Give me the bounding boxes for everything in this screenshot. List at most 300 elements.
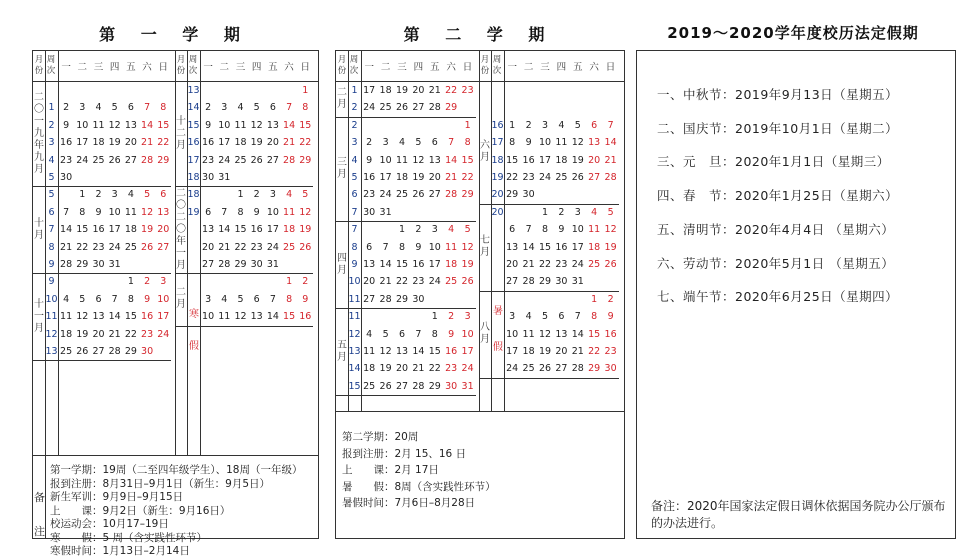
calendar-day: 10	[218, 119, 231, 131]
calendar-day: 1	[302, 85, 309, 96]
calendar-day: 13	[92, 311, 105, 323]
weekday-label: 二	[219, 62, 230, 73]
calendar-day: 7	[525, 224, 532, 236]
weekday-label: 四	[556, 62, 567, 73]
week-number: 2	[351, 102, 358, 114]
holiday-item: 六、劳动节：2020年5月1日 （星期五）	[657, 255, 895, 271]
calendar-day: 17	[428, 259, 441, 270]
calendar-day: 18	[588, 241, 601, 253]
calendar-day: 2	[205, 102, 212, 114]
calendar-day: 13	[266, 119, 279, 131]
calendar-day: 27	[412, 102, 425, 114]
calendar-day: 22	[445, 85, 458, 96]
calendar-day: 28	[604, 172, 617, 183]
calendar-day: 11	[92, 119, 105, 131]
calendar-day: 31	[571, 276, 584, 288]
calendar-day: 4	[366, 328, 373, 340]
calendar-day: 23	[202, 154, 215, 166]
calendar-day: 24	[363, 102, 376, 114]
calendar-day: 7	[448, 137, 455, 149]
calendar-day: 8	[79, 206, 86, 218]
calendar-day: 9	[525, 137, 532, 149]
calendar-day: 8	[591, 311, 598, 323]
calendar-day: 3	[269, 189, 276, 201]
calendar-day: 21	[571, 346, 584, 357]
calendar-day: 25	[555, 172, 568, 183]
weekday-label: 四	[413, 62, 424, 73]
calendar-day: 8	[464, 137, 471, 149]
calendar-day: 30	[445, 380, 458, 392]
calendar-day: 24	[461, 363, 474, 375]
calendar-day: 3	[205, 293, 212, 305]
weekday-label: 六	[446, 62, 456, 73]
calendar-day: 9	[205, 119, 212, 131]
weekday-label: 六	[284, 62, 294, 73]
calendar-day: 26	[395, 102, 409, 114]
calendar-day: 3	[541, 119, 549, 131]
calendar-day: 6	[127, 102, 134, 114]
calendar-day: 28	[412, 380, 425, 392]
calendar-day: 14	[60, 224, 73, 236]
calendar-day: 18	[124, 224, 137, 236]
week-number: 18	[187, 172, 200, 183]
calendar-day: 6	[95, 293, 102, 305]
calendar-day: 10	[157, 293, 170, 305]
calendar-day: 5	[302, 189, 309, 201]
calendar-day: 7	[286, 102, 293, 114]
week-number: 3	[351, 137, 358, 149]
weekday-label: 五	[126, 62, 136, 73]
calendar-day: 15	[157, 119, 170, 131]
calendar-day: 21	[108, 328, 121, 340]
calendar-day: 15	[283, 311, 296, 323]
calendar-day: 28	[108, 346, 121, 357]
calendar-day: 6	[558, 311, 565, 323]
calendar-day: 2	[302, 276, 309, 288]
calendar-day: 5	[415, 137, 422, 149]
holiday-item: 三、元 旦：2020年1月1日（星期三）	[657, 154, 890, 170]
calendar-day: 21	[283, 137, 296, 149]
calendar-day: 29	[299, 154, 312, 166]
calendar-day: 18	[283, 224, 296, 236]
calendar-day: 11	[522, 328, 535, 340]
notes-label: 备 注	[34, 491, 45, 538]
calendar-day: 1	[127, 276, 134, 288]
calendar-day: 7	[607, 119, 614, 131]
calendar-day: 7	[221, 206, 228, 218]
calendar-day: 24	[571, 259, 584, 270]
statutory-holidays-panel	[636, 50, 956, 539]
calendar-day: 15	[124, 311, 137, 323]
calendar-day: 11	[234, 119, 247, 131]
calendar-day: 3	[382, 137, 389, 149]
calendar-day: 9	[144, 293, 151, 305]
month-label: 二 月	[337, 87, 347, 111]
summer-vacation-label: 暑 假	[493, 306, 503, 353]
calendar-day: 15	[428, 346, 441, 357]
calendar-day: 6	[205, 206, 212, 218]
calendar-day: 9	[558, 224, 565, 236]
calendar-day: 15	[395, 259, 409, 270]
calendar-day: 18	[522, 346, 535, 357]
calendar-day: 22	[395, 276, 409, 288]
calendar-day: 26	[379, 380, 392, 392]
calendar-day: 2	[144, 276, 151, 288]
calendar-day: 22	[124, 328, 137, 340]
month-label: 二 〇 一 九 年 九 月	[34, 92, 44, 176]
calendar-day: 17	[108, 224, 121, 236]
holidays-title: 2019～2020学年度校历法定假期	[667, 24, 919, 42]
calendar-day: 23	[250, 241, 263, 253]
calendar-day: 25	[283, 241, 296, 253]
calendar-day: 12	[299, 206, 312, 218]
calendar-day: 9	[95, 206, 102, 218]
calendar-day: 14	[266, 311, 279, 323]
calendar-day: 2	[558, 206, 565, 218]
calendar-day: 28	[141, 154, 154, 166]
calendar-day: 8	[286, 293, 293, 305]
calendar-day: 2	[95, 189, 102, 201]
calendar-day: 27	[555, 363, 568, 375]
calendar-day: 2	[366, 137, 373, 149]
week-number: 2	[48, 119, 55, 131]
calendar-day: 18	[60, 328, 73, 340]
calendar-day: 16	[412, 259, 425, 270]
calendar-day: 14	[141, 119, 154, 131]
calendar-day: 9	[302, 293, 309, 305]
winter-vacation-label: 寒 假	[189, 309, 199, 352]
week-number: 6	[48, 206, 55, 218]
week-number: 18	[187, 189, 200, 201]
month-label: 四 月	[337, 252, 347, 276]
month-label: 二 月	[176, 287, 186, 311]
month-label: 六 月	[480, 139, 490, 163]
calendar-day: 20	[555, 346, 568, 357]
calendar-day: 4	[448, 224, 455, 236]
calendar-day: 21	[604, 154, 617, 166]
calendar-day: 9	[448, 328, 455, 340]
calendar-day: 30	[60, 172, 73, 183]
calendar-day: 26	[412, 189, 425, 201]
calendar-day: 20	[588, 154, 601, 166]
calendar-day: 12	[412, 154, 425, 166]
calendar-day: 10	[506, 328, 519, 340]
calendar-day: 8	[509, 137, 516, 149]
holidays-note: 备注：2020年国家法定假日调休依据国务院办公厅颁布的办法进行。	[651, 499, 946, 530]
week-number: 20	[491, 206, 504, 218]
calendar-day: 18	[445, 259, 458, 270]
calendar-day: 26	[76, 346, 89, 357]
calendar-day: 30	[141, 346, 154, 357]
week-number: 3	[48, 137, 55, 149]
calendar-day: 25	[60, 346, 73, 357]
calendar-day: 12	[571, 137, 584, 149]
calendar-day: 14	[604, 137, 617, 149]
calendar-day: 27	[588, 172, 601, 183]
week-number: 1	[351, 85, 358, 96]
second-semester-notes: 第二学期：20周 报到注册：2月 15、16 日 上 课：2月 17日 暑 假：8周（含实践性环节） 暑假时间：7月6日–8月28日	[342, 431, 496, 509]
calendar-day: 26	[299, 241, 312, 253]
calendar-day: 26	[108, 154, 121, 166]
weekday-header	[58, 51, 171, 81]
calendar-day: 22	[461, 172, 474, 183]
calendar-day: 1	[509, 119, 516, 131]
calendar-day: 16	[60, 137, 73, 149]
calendar-day: 17	[363, 85, 376, 96]
weekday-label: 一	[507, 62, 517, 73]
calendar-day: 27	[202, 259, 215, 270]
holiday-item: 四、春 节：2020年1月25日（星期六）	[657, 188, 899, 204]
holiday-item: 二、国庆节：2019年10月1日（星期二）	[657, 120, 899, 136]
weekday-label: 六	[589, 62, 599, 73]
month-label: 十 月	[34, 217, 44, 241]
calendar-day: 23	[461, 85, 474, 96]
calendar-day: 28	[60, 259, 73, 270]
calendar-day: 8	[127, 293, 134, 305]
calendar-day: 13	[395, 346, 409, 357]
calendar-day: 4	[286, 189, 293, 201]
calendar-day: 17	[571, 241, 584, 253]
calendar-day: 22	[506, 172, 519, 183]
calendar-day: 9	[253, 206, 260, 218]
calendar-day: 8	[398, 241, 406, 253]
calendar-day: 3	[221, 102, 228, 114]
calendar-day: 16	[92, 224, 105, 236]
calendar-day: 24	[379, 189, 392, 201]
weekday-header	[504, 51, 619, 81]
calendar-day: 12	[141, 206, 154, 218]
week-number: 19	[187, 206, 200, 218]
calendar-day: 11	[588, 224, 601, 236]
week-number: 16	[491, 119, 504, 131]
week-number: 5	[48, 189, 55, 201]
calendar-day: 20	[395, 363, 409, 375]
calendar-day: 15	[461, 154, 474, 166]
month-label: 五 月	[337, 339, 347, 363]
calendar-day: 9	[607, 311, 614, 323]
calendar-day: 19	[395, 85, 409, 96]
calendar-day: 2	[607, 293, 614, 305]
calendar-day: 23	[60, 154, 73, 166]
calendar-day: 7	[574, 311, 581, 323]
calendar-day: 7	[415, 328, 422, 340]
calendar-day: 5	[79, 293, 86, 305]
calendar-day: 1	[237, 189, 244, 201]
calendar-day: 8	[431, 328, 438, 340]
calendar-day: 30	[202, 172, 215, 183]
calendar-day: 29	[506, 189, 519, 201]
calendar-day: 10	[202, 311, 215, 323]
calendar-day: 20	[202, 241, 215, 253]
weekday-label: 四	[109, 62, 120, 73]
week-number: 7	[351, 206, 358, 218]
calendar-day: 26	[141, 241, 154, 253]
calendar-day: 10	[379, 154, 392, 166]
calendar-day: 22	[157, 137, 170, 149]
calendar-day: 29	[395, 293, 409, 305]
calendar-day: 13	[202, 224, 215, 236]
calendar-day: 10	[461, 328, 474, 340]
calendar-day: 7	[63, 206, 70, 218]
month-label: 七 月	[480, 235, 490, 259]
calendar-day: 15	[538, 241, 552, 253]
calendar-day: 3	[464, 311, 471, 323]
week-number: 14	[187, 102, 200, 114]
calendar-day: 5	[607, 206, 614, 218]
calendar-day: 30	[555, 276, 568, 288]
calendar-day: 14	[571, 328, 584, 340]
week-number: 12	[45, 328, 58, 340]
calendar-day: 1	[79, 189, 86, 201]
week-number: 9	[48, 259, 55, 270]
week-number: 18	[491, 154, 504, 166]
weekday-label: 二	[380, 62, 391, 73]
second-semester-title: 第 二 学 期	[403, 25, 555, 44]
month-column-header: 月 份	[176, 55, 186, 76]
week-number: 11	[348, 311, 361, 323]
calendar-day: 18	[379, 85, 392, 96]
calendar-day: 11	[555, 137, 568, 149]
calendar-day: 14	[379, 259, 392, 270]
calendar-day: 4	[525, 311, 532, 323]
calendar-day: 29	[124, 346, 137, 357]
week-number: 9	[351, 259, 358, 270]
calendar-day: 25	[234, 154, 247, 166]
calendar-day: 30	[412, 293, 425, 305]
first-semester-title: 第 一 学 期	[99, 25, 250, 44]
month-label: 十 一 月	[34, 298, 44, 334]
calendar-day: 17	[506, 346, 519, 357]
calendar-day: 4	[398, 137, 406, 149]
calendar-day: 7	[269, 293, 276, 305]
week-number: 7	[48, 224, 55, 236]
calendar-day: 5	[144, 189, 151, 201]
calendar-day: 19	[538, 346, 552, 357]
calendar-day: 15	[588, 328, 601, 340]
calendar-day: 3	[509, 311, 516, 323]
calendar-day: 23	[141, 328, 154, 340]
calendar-day: 16	[250, 224, 263, 236]
first-semester-notes: 第一学期：19周（二至四年级学生）、18周（一年级） 报到注册：8月31日–9月1日（新生：9月5日） 新生军训：9月9日–9月15日 上 课：9月2日（新生：9月16日） 校运动会：10月17–19日 寒 假：5 周（含实践性环节） 寒假时间：1月13日–2月14日	[50, 464, 303, 557]
calendar-day: 22	[538, 259, 552, 270]
calendar-day: 5	[253, 102, 260, 114]
calendar-day: 23	[412, 276, 425, 288]
calendar-day: 15	[76, 224, 89, 236]
calendar-day: 8	[541, 224, 549, 236]
calendar-day: 12	[234, 311, 247, 323]
calendar-day: 29	[234, 259, 247, 270]
calendar-day: 17	[379, 172, 392, 183]
calendar-day: 13	[506, 241, 519, 253]
calendar-day: 25	[395, 189, 409, 201]
weekday-header	[361, 51, 476, 81]
month-column-header: 月 份	[34, 55, 44, 76]
calendar-day: 14	[445, 154, 458, 166]
calendar-day: 24	[506, 363, 519, 375]
weekday-label: 日	[605, 62, 616, 73]
calendar-day: 29	[461, 189, 474, 201]
calendar-day: 7	[144, 102, 151, 114]
holiday-item: 五、清明节：2020年4月4日 （星期六）	[657, 221, 895, 237]
calendar-day: 24	[538, 172, 552, 183]
calendar-day: 17	[266, 224, 279, 236]
week-number: 17	[491, 137, 504, 149]
calendar-day: 24	[218, 154, 231, 166]
week-number: 15	[348, 380, 361, 392]
week-column-header: 周 次	[492, 55, 502, 76]
month-label: 十 二 月	[176, 116, 186, 152]
calendar-day: 9	[415, 241, 422, 253]
calendar-day: 27	[395, 380, 409, 392]
calendar-day: 27	[92, 346, 105, 357]
calendar-day: 27	[124, 154, 137, 166]
calendar-day: 15	[299, 119, 312, 131]
calendar-day: 23	[92, 241, 105, 253]
calendar-day: 28	[522, 276, 535, 288]
calendar-day: 2	[253, 189, 260, 201]
calendar-day: 16	[555, 241, 568, 253]
calendar-day: 10	[108, 206, 121, 218]
calendar-day: 24	[157, 328, 170, 340]
week-number: 15	[187, 119, 200, 131]
calendar-day: 22	[428, 363, 441, 375]
calendar-day: 29	[538, 276, 552, 288]
calendar-day: 7	[111, 293, 118, 305]
calendar-day: 15	[506, 154, 519, 166]
calendar-day: 4	[95, 102, 102, 114]
month-column-header: 月 份	[480, 55, 490, 76]
weekday-label: 二	[523, 62, 534, 73]
calendar-day: 25	[363, 380, 376, 392]
calendar-day: 6	[509, 224, 516, 236]
calendar-day: 30	[363, 206, 376, 218]
week-number: 8	[48, 241, 55, 253]
calendar-day: 1	[591, 293, 598, 305]
calendar-day: 24	[428, 276, 441, 288]
week-number: 4	[351, 154, 358, 166]
calendar-day: 1	[464, 119, 471, 131]
holiday-item: 一、中秋节：2019年9月13日（星期五）	[657, 87, 899, 102]
calendar-day: 31	[266, 259, 279, 270]
calendar-day: 5	[382, 328, 389, 340]
weekday-label: 三	[93, 62, 104, 73]
calendar-day: 13	[250, 311, 263, 323]
week-number: 11	[348, 293, 361, 305]
calendar-day: 13	[555, 328, 568, 340]
calendar-day: 22	[76, 241, 89, 253]
calendar-day: 19	[461, 259, 474, 270]
calendar-day: 23	[445, 363, 458, 375]
calendar-day: 5	[237, 293, 244, 305]
calendar-day: 29	[76, 259, 89, 270]
calendar-day: 16	[604, 328, 617, 340]
calendar-day: 14	[412, 346, 425, 357]
month-label: 八 月	[480, 322, 490, 346]
calendar-day: 1	[398, 224, 406, 236]
calendar-day: 6	[431, 137, 438, 149]
calendar-day: 6	[160, 189, 167, 201]
calendar-day: 13	[157, 206, 170, 218]
calendar-day: 20	[412, 85, 425, 96]
calendar-day: 25	[379, 102, 392, 114]
week-number: 13	[45, 346, 58, 357]
week-number: 19	[491, 172, 504, 183]
calendar-day: 21	[218, 241, 231, 253]
calendar-day: 9	[63, 119, 70, 131]
calendar-day: 12	[76, 311, 89, 323]
second-semester-calendar	[335, 50, 625, 539]
calendar-day: 23	[363, 189, 376, 201]
